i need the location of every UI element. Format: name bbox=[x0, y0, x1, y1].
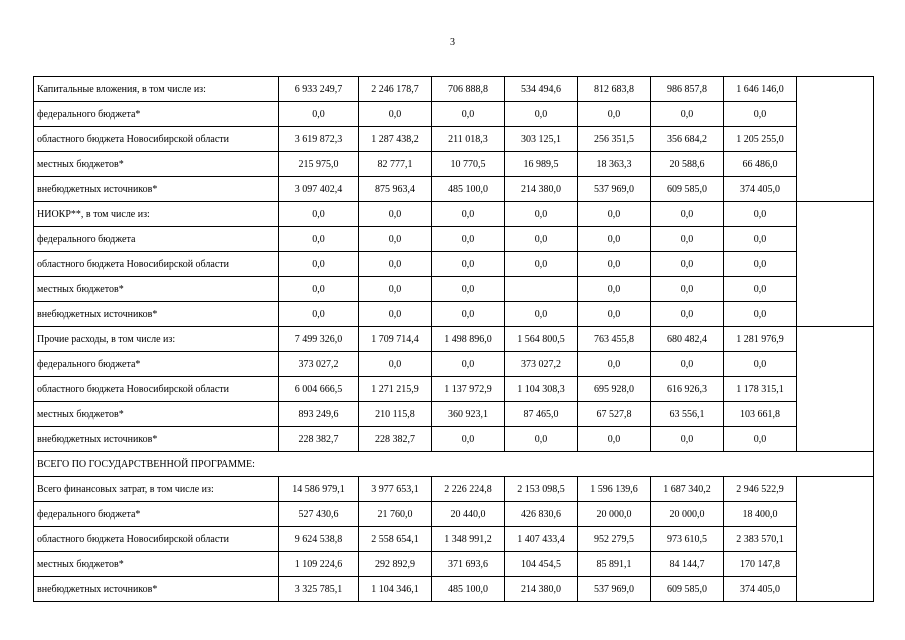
value-cell: 103 661,8 bbox=[724, 402, 797, 427]
value-cell: 0,0 bbox=[578, 427, 651, 452]
value-cell: 0,0 bbox=[651, 102, 724, 127]
value-cell: 1 646 146,0 bbox=[724, 77, 797, 102]
value-cell: 0,0 bbox=[724, 202, 797, 227]
value-cell: 1 709 714,4 bbox=[359, 327, 432, 352]
table-row bbox=[34, 402, 874, 427]
table-row bbox=[34, 577, 874, 602]
value-cell: 0,0 bbox=[279, 277, 359, 302]
value-cell: 1 109 224,6 bbox=[279, 552, 359, 577]
value-cell: 534 494,6 bbox=[505, 77, 578, 102]
value-cell: 16 989,5 bbox=[505, 152, 578, 177]
row-label: областного бюджета Новосибирской области bbox=[34, 127, 279, 152]
value-cell: 1 687 340,2 bbox=[651, 477, 724, 502]
value-cell: 10 770,5 bbox=[432, 152, 505, 177]
value-cell: 0,0 bbox=[432, 427, 505, 452]
value-cell: 1 281 976,9 bbox=[724, 327, 797, 352]
row-label: федерального бюджета bbox=[34, 227, 279, 252]
value-cell: 616 926,3 bbox=[651, 377, 724, 402]
row-label: местных бюджетов* bbox=[34, 552, 279, 577]
value-cell: 14 586 979,1 bbox=[279, 477, 359, 502]
value-cell: 228 382,7 bbox=[279, 427, 359, 452]
budget-table bbox=[33, 76, 874, 602]
value-cell: 0,0 bbox=[279, 202, 359, 227]
table-row bbox=[34, 177, 874, 202]
value-cell: 0,0 bbox=[279, 102, 359, 127]
empty-cell bbox=[797, 227, 874, 252]
value-cell: 20 588,6 bbox=[651, 152, 724, 177]
value-cell: 0,0 bbox=[359, 302, 432, 327]
value-cell: 256 351,5 bbox=[578, 127, 651, 152]
value-cell: 1 271 215,9 bbox=[359, 377, 432, 402]
empty-cell bbox=[797, 277, 874, 302]
value-cell: 485 100,0 bbox=[432, 577, 505, 602]
empty-cell bbox=[797, 127, 874, 152]
value-cell bbox=[505, 277, 578, 302]
value-cell: 0,0 bbox=[432, 277, 505, 302]
value-cell: 18 363,3 bbox=[578, 152, 651, 177]
value-cell: 0,0 bbox=[505, 302, 578, 327]
value-cell: 228 382,7 bbox=[359, 427, 432, 452]
table-row bbox=[34, 352, 874, 377]
value-cell: 374 405,0 bbox=[724, 577, 797, 602]
value-cell: 609 585,0 bbox=[651, 177, 724, 202]
value-cell: 373 027,2 bbox=[505, 352, 578, 377]
value-cell: 3 097 402,4 bbox=[279, 177, 359, 202]
value-cell: 0,0 bbox=[578, 352, 651, 377]
value-cell: 2 153 098,5 bbox=[505, 477, 578, 502]
row-label: внебюджетных источников* bbox=[34, 302, 279, 327]
value-cell: 170 147,8 bbox=[724, 552, 797, 577]
value-cell: 0,0 bbox=[724, 352, 797, 377]
empty-cell bbox=[797, 352, 874, 377]
row-label: областного бюджета Новосибирской области bbox=[34, 252, 279, 277]
table-row bbox=[34, 277, 874, 302]
empty-cell bbox=[797, 202, 874, 227]
value-cell: 85 891,1 bbox=[578, 552, 651, 577]
value-cell: 3 619 872,3 bbox=[279, 127, 359, 152]
table-row bbox=[34, 152, 874, 177]
value-cell: 0,0 bbox=[651, 227, 724, 252]
value-cell: 0,0 bbox=[505, 427, 578, 452]
value-cell: 893 249,6 bbox=[279, 402, 359, 427]
value-cell: 2 246 178,7 bbox=[359, 77, 432, 102]
row-label: областного бюджета Новосибирской области bbox=[34, 377, 279, 402]
empty-cell bbox=[797, 427, 874, 452]
table-row bbox=[34, 77, 874, 102]
value-cell: 0,0 bbox=[651, 302, 724, 327]
value-cell: 1 287 438,2 bbox=[359, 127, 432, 152]
value-cell: 763 455,8 bbox=[578, 327, 651, 352]
row-label: местных бюджетов* bbox=[34, 152, 279, 177]
table-row bbox=[34, 127, 874, 152]
row-label: федерального бюджета* bbox=[34, 502, 279, 527]
value-cell: 0,0 bbox=[651, 202, 724, 227]
value-cell: 0,0 bbox=[724, 427, 797, 452]
section-row bbox=[34, 452, 874, 477]
value-cell: 0,0 bbox=[724, 302, 797, 327]
value-cell: 0,0 bbox=[359, 202, 432, 227]
value-cell: 0,0 bbox=[432, 202, 505, 227]
row-label: местных бюджетов* bbox=[34, 277, 279, 302]
row-label: федерального бюджета* bbox=[34, 352, 279, 377]
value-cell: 0,0 bbox=[578, 252, 651, 277]
value-cell: 0,0 bbox=[359, 277, 432, 302]
value-cell: 2 226 224,8 bbox=[432, 477, 505, 502]
table-row bbox=[34, 477, 874, 502]
value-cell: 0,0 bbox=[432, 227, 505, 252]
value-cell: 63 556,1 bbox=[651, 402, 724, 427]
empty-cell bbox=[797, 152, 874, 177]
row-label: местных бюджетов* bbox=[34, 402, 279, 427]
value-cell: 1 498 896,0 bbox=[432, 327, 505, 352]
empty-cell bbox=[797, 477, 874, 502]
value-cell: 0,0 bbox=[279, 252, 359, 277]
value-cell: 0,0 bbox=[724, 102, 797, 127]
value-cell: 0,0 bbox=[432, 302, 505, 327]
value-cell: 292 892,9 bbox=[359, 552, 432, 577]
empty-cell bbox=[797, 177, 874, 202]
value-cell: 0,0 bbox=[651, 352, 724, 377]
value-cell: 0,0 bbox=[359, 252, 432, 277]
value-cell: 986 857,8 bbox=[651, 77, 724, 102]
value-cell: 0,0 bbox=[359, 352, 432, 377]
section-title: ВСЕГО ПО ГОСУДАРСТВЕННОЙ ПРОГРАММЕ: bbox=[34, 452, 874, 477]
value-cell: 527 430,6 bbox=[279, 502, 359, 527]
empty-cell bbox=[797, 402, 874, 427]
value-cell: 0,0 bbox=[578, 227, 651, 252]
value-cell: 0,0 bbox=[578, 202, 651, 227]
empty-cell bbox=[797, 327, 874, 352]
table-row bbox=[34, 252, 874, 277]
value-cell: 812 683,8 bbox=[578, 77, 651, 102]
value-cell: 1 104 346,1 bbox=[359, 577, 432, 602]
table-row bbox=[34, 302, 874, 327]
value-cell: 0,0 bbox=[724, 252, 797, 277]
value-cell: 0,0 bbox=[578, 102, 651, 127]
value-cell: 973 610,5 bbox=[651, 527, 724, 552]
value-cell: 0,0 bbox=[505, 227, 578, 252]
empty-cell bbox=[797, 502, 874, 527]
value-cell: 0,0 bbox=[505, 102, 578, 127]
value-cell: 0,0 bbox=[724, 277, 797, 302]
value-cell: 0,0 bbox=[359, 102, 432, 127]
value-cell: 1 407 433,4 bbox=[505, 527, 578, 552]
value-cell: 9 624 538,8 bbox=[279, 527, 359, 552]
table-row bbox=[34, 527, 874, 552]
row-label: Всего финансовых затрат, в том числе из: bbox=[34, 477, 279, 502]
value-cell: 356 684,2 bbox=[651, 127, 724, 152]
empty-cell bbox=[797, 377, 874, 402]
value-cell: 0,0 bbox=[279, 227, 359, 252]
table-row bbox=[34, 552, 874, 577]
row-label: внебюджетных источников* bbox=[34, 427, 279, 452]
table-row bbox=[34, 227, 874, 252]
value-cell: 373 027,2 bbox=[279, 352, 359, 377]
value-cell: 1 104 308,3 bbox=[505, 377, 578, 402]
value-cell: 0,0 bbox=[505, 252, 578, 277]
row-label: Прочие расходы, в том числе из: bbox=[34, 327, 279, 352]
value-cell: 1 564 800,5 bbox=[505, 327, 578, 352]
row-label: областного бюджета Новосибирской области bbox=[34, 527, 279, 552]
empty-cell bbox=[797, 577, 874, 602]
empty-cell bbox=[797, 302, 874, 327]
value-cell: 875 963,4 bbox=[359, 177, 432, 202]
row-label: внебюджетных источников* bbox=[34, 177, 279, 202]
value-cell: 3 977 653,1 bbox=[359, 477, 432, 502]
value-cell: 680 482,4 bbox=[651, 327, 724, 352]
value-cell: 20 440,0 bbox=[432, 502, 505, 527]
table-row bbox=[34, 102, 874, 127]
value-cell: 1 596 139,6 bbox=[578, 477, 651, 502]
value-cell: 87 465,0 bbox=[505, 402, 578, 427]
value-cell: 537 969,0 bbox=[578, 177, 651, 202]
value-cell: 303 125,1 bbox=[505, 127, 578, 152]
value-cell: 21 760,0 bbox=[359, 502, 432, 527]
value-cell: 485 100,0 bbox=[432, 177, 505, 202]
value-cell: 0,0 bbox=[651, 252, 724, 277]
table-row bbox=[34, 427, 874, 452]
value-cell: 2 383 570,1 bbox=[724, 527, 797, 552]
empty-cell bbox=[797, 77, 874, 102]
value-cell: 210 115,8 bbox=[359, 402, 432, 427]
table-body bbox=[34, 77, 874, 602]
value-cell: 2 946 522,9 bbox=[724, 477, 797, 502]
value-cell: 374 405,0 bbox=[724, 177, 797, 202]
value-cell: 952 279,5 bbox=[578, 527, 651, 552]
table-row bbox=[34, 327, 874, 352]
empty-cell bbox=[797, 527, 874, 552]
empty-cell bbox=[797, 102, 874, 127]
value-cell: 214 380,0 bbox=[505, 177, 578, 202]
page-number: 3 bbox=[450, 37, 455, 48]
empty-cell bbox=[797, 252, 874, 277]
value-cell: 20 000,0 bbox=[578, 502, 651, 527]
value-cell: 0,0 bbox=[432, 102, 505, 127]
value-cell: 371 693,6 bbox=[432, 552, 505, 577]
value-cell: 66 486,0 bbox=[724, 152, 797, 177]
value-cell: 20 000,0 bbox=[651, 502, 724, 527]
value-cell: 1 205 255,0 bbox=[724, 127, 797, 152]
value-cell: 0,0 bbox=[279, 302, 359, 327]
value-cell: 0,0 bbox=[578, 277, 651, 302]
value-cell: 1 178 315,1 bbox=[724, 377, 797, 402]
value-cell: 0,0 bbox=[651, 427, 724, 452]
value-cell: 1 137 972,9 bbox=[432, 377, 505, 402]
value-cell: 0,0 bbox=[359, 227, 432, 252]
value-cell: 215 975,0 bbox=[279, 152, 359, 177]
value-cell: 211 018,3 bbox=[432, 127, 505, 152]
value-cell: 214 380,0 bbox=[505, 577, 578, 602]
row-label: внебюджетных источников* bbox=[34, 577, 279, 602]
value-cell: 7 499 326,0 bbox=[279, 327, 359, 352]
value-cell: 0,0 bbox=[578, 302, 651, 327]
value-cell: 6 004 666,5 bbox=[279, 377, 359, 402]
value-cell: 67 527,8 bbox=[578, 402, 651, 427]
table-row bbox=[34, 377, 874, 402]
value-cell: 426 830,6 bbox=[505, 502, 578, 527]
value-cell: 0,0 bbox=[724, 227, 797, 252]
value-cell: 0,0 bbox=[505, 202, 578, 227]
value-cell: 84 144,7 bbox=[651, 552, 724, 577]
value-cell: 3 325 785,1 bbox=[279, 577, 359, 602]
value-cell: 360 923,1 bbox=[432, 402, 505, 427]
value-cell: 104 454,5 bbox=[505, 552, 578, 577]
value-cell: 18 400,0 bbox=[724, 502, 797, 527]
value-cell: 706 888,8 bbox=[432, 77, 505, 102]
row-label: федерального бюджета* bbox=[34, 102, 279, 127]
value-cell: 6 933 249,7 bbox=[279, 77, 359, 102]
value-cell: 609 585,0 bbox=[651, 577, 724, 602]
value-cell: 0,0 bbox=[432, 252, 505, 277]
row-label: НИОКР**, в том числе из: bbox=[34, 202, 279, 227]
row-label: Капитальные вложения, в том числе из: bbox=[34, 77, 279, 102]
value-cell: 82 777,1 bbox=[359, 152, 432, 177]
value-cell: 0,0 bbox=[651, 277, 724, 302]
value-cell: 2 558 654,1 bbox=[359, 527, 432, 552]
empty-cell bbox=[797, 552, 874, 577]
value-cell: 0,0 bbox=[432, 352, 505, 377]
table-row bbox=[34, 502, 874, 527]
value-cell: 1 348 991,2 bbox=[432, 527, 505, 552]
value-cell: 537 969,0 bbox=[578, 577, 651, 602]
table-row bbox=[34, 202, 874, 227]
value-cell: 695 928,0 bbox=[578, 377, 651, 402]
